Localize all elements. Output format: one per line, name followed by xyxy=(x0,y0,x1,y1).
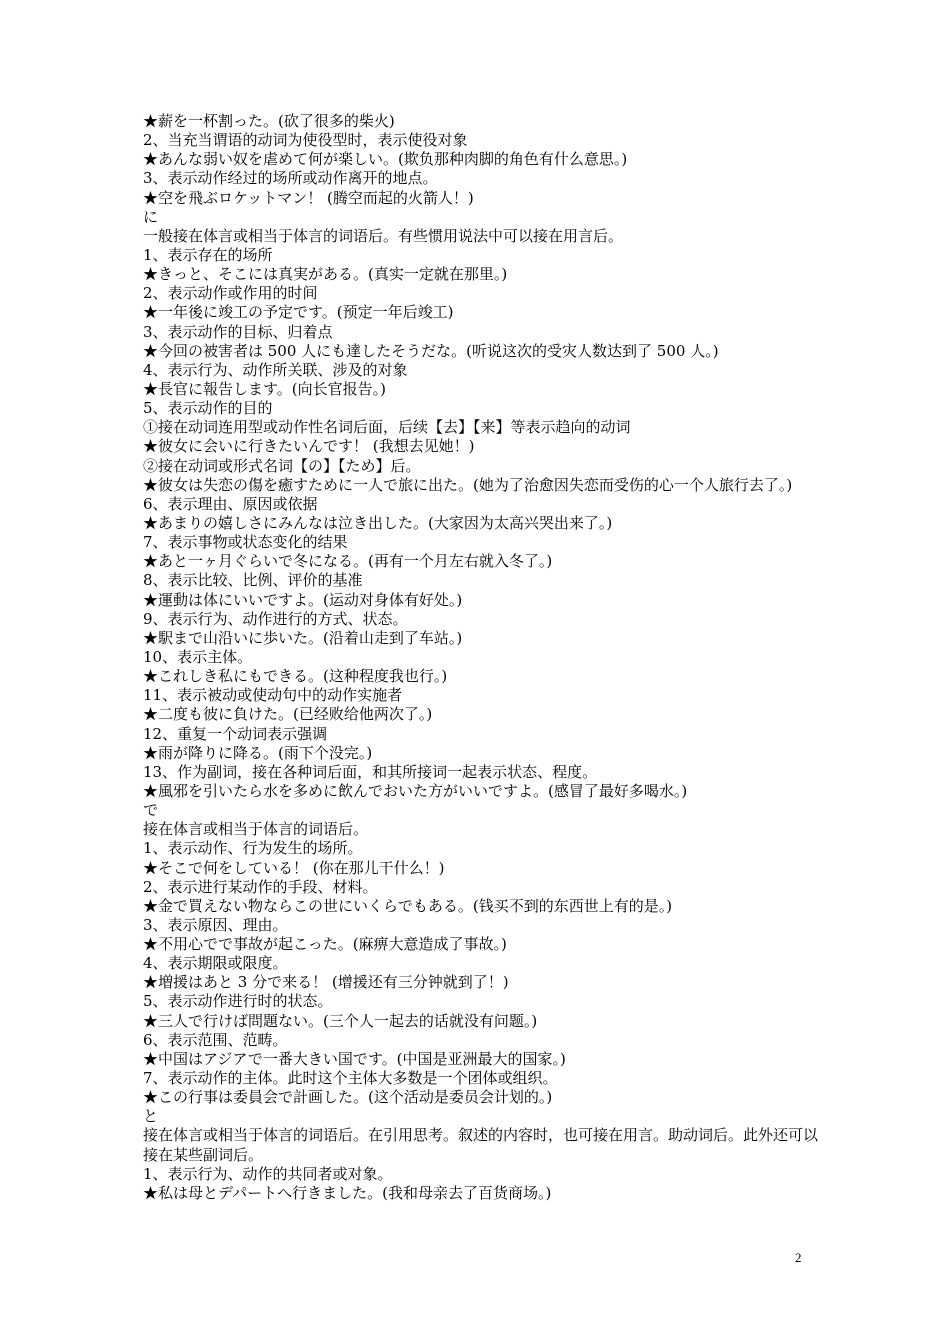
text-line: ★増援はあと 3 分で来る！ (增援还有三分钟就到了！) xyxy=(143,973,509,992)
text-line: ★これしき私にもできる。(这种程度我也行。) xyxy=(143,667,448,686)
text-line: 7、表示事物或状态变化的结果 xyxy=(143,533,348,552)
text-line: 3、表示动作的目标、归着点 xyxy=(143,322,333,341)
text-line: 13、作为副词，接在各种词后面，和其所接词一起表示状态、程度。 xyxy=(143,762,598,781)
text-line: ★きっと、そこには真実がある。(真实一定就在那里。) xyxy=(143,265,508,284)
text-line: 4、表示行为、动作所关联、涉及的对象 xyxy=(143,360,408,379)
section-heading-to: と xyxy=(143,1107,159,1126)
text-line: 一般接在体言或相当于体言的词语后。有些惯用说法中可以接在用言后。 xyxy=(143,226,624,245)
text-line: 5、表示动作的目的 xyxy=(143,399,273,418)
text-line-wrapped: 接在体言或相当于体言的词语后。在引用思考。叙述的内容时，也可接在用言。助动词后。此外还可以接在某些副词后。 xyxy=(143,1126,819,1164)
text-line: ★中国はアジアで一番大きい国です。(中国是亚洲最大的国家。) xyxy=(143,1049,566,1068)
text-line: ★あんな弱い奴を虐めて何が楽しい。(欺负那种肉脚的角色有什么意思。) xyxy=(143,150,628,169)
text-line: ★長官に報告します。(向长官报告。) xyxy=(143,379,387,398)
text-line: ★あまりの嬉しさにみんなは泣き出した。(大家因为太高兴哭出来了。) xyxy=(143,513,613,532)
text-line: 9、表示行为、动作进行的方式、状态。 xyxy=(143,609,408,628)
text-line: 6、表示理由、原因或依据 xyxy=(143,494,318,513)
text-line: ★三人で行けば問題ない。(三个人一起去的话就没有问题。) xyxy=(143,1011,538,1030)
text-line: 2、当充当谓语的动词为使役型时，表示使役对象 xyxy=(143,131,468,150)
text-line: 12、重复一个动词表示强调 xyxy=(143,724,328,743)
text-line: 5、表示动作进行时的状态。 xyxy=(143,992,333,1011)
text-line: ★薪を一杯割った。(砍了很多的柴火) xyxy=(143,112,395,130)
text-line: ★金で買えない物ならこの世にいくらでもある。(钱买不到的东西世上有的是。) xyxy=(143,896,673,915)
text-line: ★駅まで山沿いに歩いた。(沿着山走到了车站。) xyxy=(143,628,463,647)
text-line: 7、表示动作的主体。此时这个主体大多数是一个团体或组织。 xyxy=(143,1069,558,1088)
section-heading-ni: に xyxy=(143,207,159,226)
page-number: 2 xyxy=(795,1250,802,1265)
text-line: 2、表示进行某动作的手段、材料。 xyxy=(143,877,378,896)
text-line: ★一年後に竣工の予定です。(预定一年后竣工) xyxy=(143,303,454,322)
text-line: 3、表示动作经过的场所或动作离开的地点。 xyxy=(143,169,438,188)
text-line: ★彼女に会いに行きたいんです！ (我想去见她！) xyxy=(143,437,475,456)
text-line: ★私は母とデパートへ行きました。(我和母亲去了百货商场。) xyxy=(143,1183,552,1202)
text-line: ★不用心でで事故が起こった。(麻痹大意造成了事故。) xyxy=(143,935,507,954)
text-line: 11、表示被动或使动句中的动作实施者 xyxy=(143,686,403,705)
document-body xyxy=(143,112,823,1203)
text-line: 接在体言或相当于体言的词语后。 xyxy=(143,820,369,839)
text-line: 1、表示存在的场所 xyxy=(143,245,273,264)
text-line: ★あと一ヶ月ぐらいで冬になる。(再有一个月左右就入冬了。) xyxy=(143,552,553,571)
text-line: 1、表示行为、动作的共同者或对象。 xyxy=(143,1164,393,1183)
text-line: 1、表示动作、行为发生的场所。 xyxy=(143,839,363,858)
text-line: ★風邪を引いたら水を多めに飲んでおいた方がいいですよ。(感冒了最好多喝水。) xyxy=(143,781,688,800)
text-line: 8、表示比较、比例、评价的基准 xyxy=(143,571,363,590)
text-line: ★今回の被害者は 500 人にも達したそうだな。(听说这次的受灾人数达到了 500 人。) xyxy=(143,341,719,360)
text-line: ★この行事は委員会で計画した。(这个活动是委员会计划的。) xyxy=(143,1088,553,1107)
text-line: 10、表示主体。 xyxy=(143,647,253,666)
text-line: ★二度も彼に負けた。(已经败给他两次了。) xyxy=(143,705,433,724)
text-line-wrapped: ★彼女は失恋の傷を癒すために一人で旅に出た。(她为了治愈因失恋而受伤的心一个人旅行去了。) xyxy=(143,475,793,494)
text-line: ①接在动词连用型或动作性名词后面，后续【去】【来】等表示趋向的动词 xyxy=(143,418,631,437)
text-line: ★そこで何をしている！ (你在那儿干什么！) xyxy=(143,858,445,877)
text-line: 6、表示范围、范畴。 xyxy=(143,1030,288,1049)
text-line: 2、表示动作或作用的时间 xyxy=(143,284,318,303)
text-line: ★空を飛ぶロケットマン！ (腾空而起的火箭人！) xyxy=(143,188,474,207)
text-line: 4、表示期限或限度。 xyxy=(143,954,288,973)
section-heading-de: で xyxy=(143,801,159,820)
text-line: 3、表示原因、理由。 xyxy=(143,915,288,934)
text-line: ②接在动词或形式名词【の】【ため】后。 xyxy=(143,456,421,475)
text-line: ★運動は体にいいですよ。(运动对身体有好处。) xyxy=(143,590,463,609)
text-line: ★雨が降りに降る。(雨下个没完。) xyxy=(143,743,373,762)
